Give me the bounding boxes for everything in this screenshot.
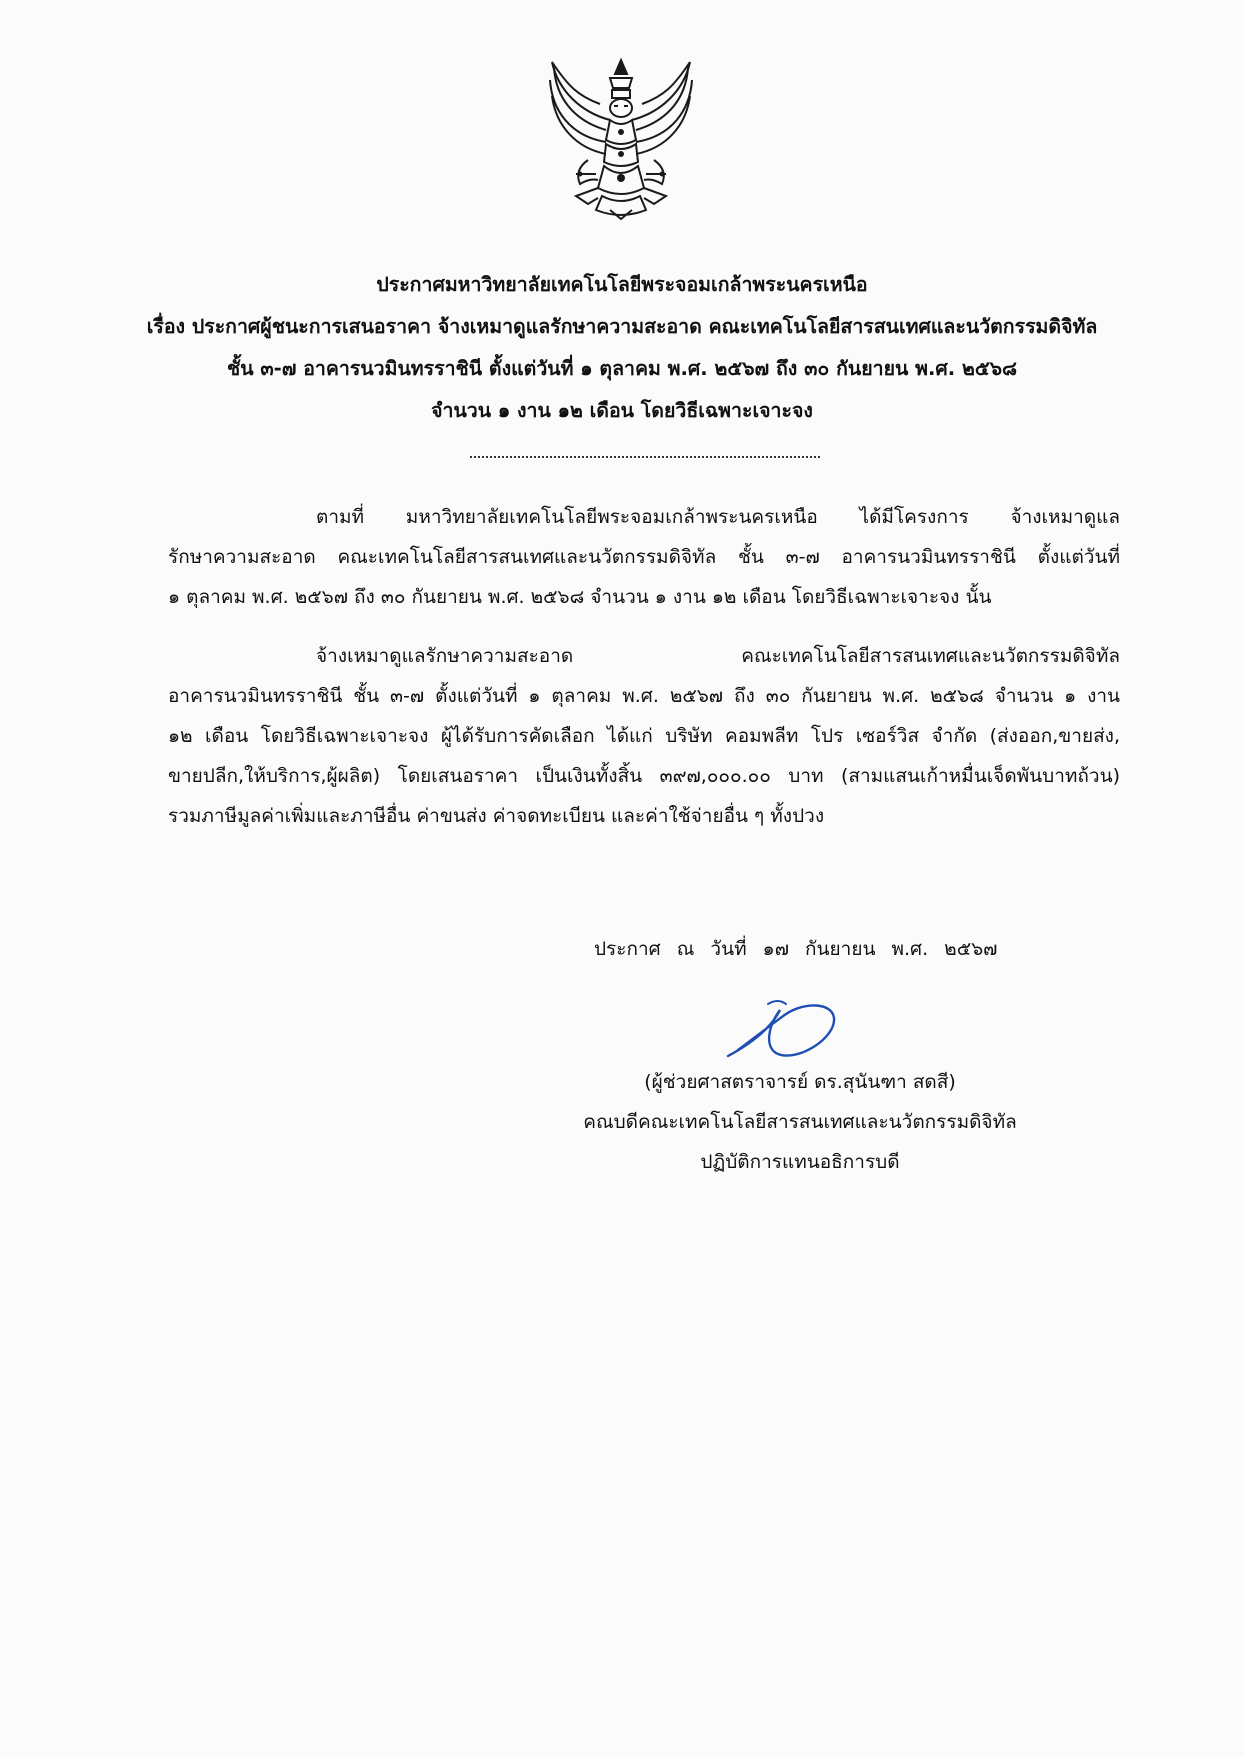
garuda-emblem-icon (540, 56, 702, 221)
announcement-date: ประกาศ ณ วันที่ ๑๗ กันยายน พ.ศ. ๒๕๖๗ (594, 938, 998, 960)
paragraph-line: ขายปลีก,ให้บริการ,ผู้ผลิต) โดยเสนอราคา เป็นเงินทั้งสิ้น ๓๙๗,๐๐๐.๐๐ บาท (สามแสนเก้าหมื่นเจ็ดพันบาทถ้วน) (168, 765, 1120, 787)
paragraph-line: ตามที่ มหาวิทยาลัยเทคโนโลยีพระจอมเกล้าพระนครเหนือ ได้มีโครงการ จ้างเหมาดูแล (316, 506, 1120, 528)
title-institution: ประกาศมหาวิทยาลัยเทคโนโลยีพระจอมเกล้าพระนครเหนือ (376, 273, 868, 296)
paragraph-line: รวมภาษีมูลค่าเพิ่มและภาษีอื่น ค่าขนส่ง ค่าจดทะเบียน และค่าใช้จ่ายอื่น ๆ ทั้งปวง (168, 805, 825, 827)
paragraph-line: รักษาความสะอาด คณะเทคโนโลยีสารสนเทศและนวัตกรรมดิจิทัล ชั้น ๓-๗ อาคารนวมินทรราชินี ตั้งแต่วันที่ (168, 546, 1120, 568)
paragraph-line: จ้างเหมาดูแลรักษาความสะอาด คณะเทคโนโลยีสารสนเทศและนวัตกรรมดิจิทัล (316, 645, 1120, 667)
title-quantity-method: จำนวน ๑ งาน ๑๒ เดือน โดยวิธีเฉพาะเจาะจง (431, 399, 813, 422)
signer-acting-role: ปฏิบัติการแทนอธิการบดี (700, 1151, 900, 1173)
announcement-title (140, 264, 1104, 432)
title-subject: เรื่อง ประกาศผู้ชนะการเสนอราคา จ้างเหมาดูแลรักษาความสะอาด คณะเทคโนโลยีสารสนเทศและนวัตกรรมดิจิทัล (146, 315, 1098, 338)
title-location-period: ชั้น ๓-๗ อาคารนวมินทรราชินี ตั้งแต่วันที่ ๑ ตุลาคม พ.ศ. ๒๕๖๗ ถึง ๓๐ กันยายน พ.ศ. ๒๕๖๘ (226, 357, 1018, 380)
signer-position: คณบดีคณะเทคโนโลยีสารสนเทศและนวัตกรรมดิจิทัล (583, 1111, 1017, 1133)
signer-name: (ผู้ช่วยศาสตราจารย์ ดร.สุนันฑา สดสี) (644, 1071, 956, 1093)
signature-image (724, 996, 846, 1064)
paragraph-winner (168, 636, 1120, 836)
paragraph-line: อาคารนวมินทรราชินี ชั้น ๓-๗ ตั้งแต่วันที่ ๑ ตุลาคม พ.ศ. ๒๕๖๗ ถึง ๓๐ กันยายน พ.ศ. ๒๕๖๘ จำนวน ๑ งาน (168, 685, 1120, 707)
paragraph-line: ๑ ตุลาคม พ.ศ. ๒๕๖๗ ถึง ๓๐ กันยายน พ.ศ. ๒๕๖๘ จำนวน ๑ งาน ๑๒ เดือน โดยวิธีเฉพาะเจาะจง นั้น (168, 586, 992, 608)
paragraph-project (168, 497, 1120, 617)
title-divider (470, 456, 820, 458)
paragraph-line: ๑๒ เดือน โดยวิธีเฉพาะเจาะจง ผู้ได้รับการคัดเลือก ได้แก่ บริษัท คอมพลีท โปร เซอร์วิส จำกัด (ส่งออก,ขายส่ง, (168, 725, 1120, 747)
